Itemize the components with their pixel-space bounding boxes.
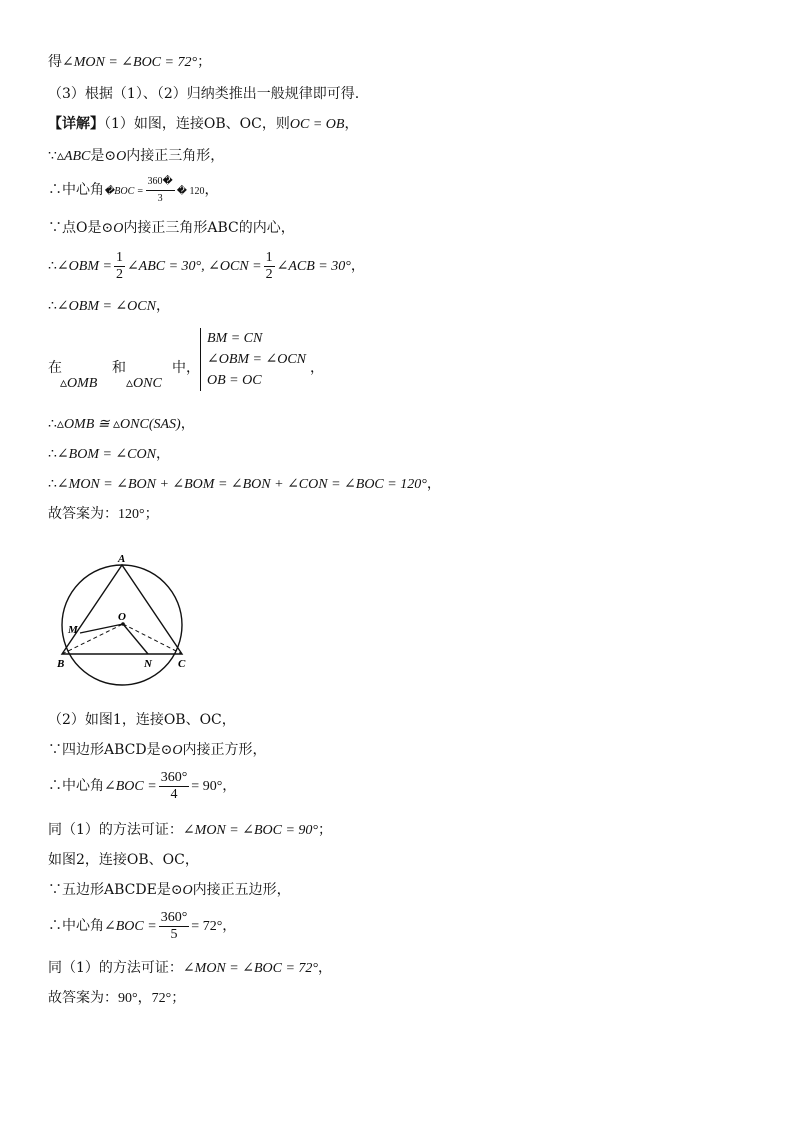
triangle-onc: ▵ONC (126, 376, 162, 391)
circle-symbol: ⊙O (104, 149, 127, 164)
label-c: C (178, 658, 186, 670)
therefore-symbol: ∴ (48, 476, 57, 492)
text: ； (171, 990, 186, 1006)
math-expr: ∠BOC = (104, 779, 157, 794)
text: 内接正三角形， (126, 148, 225, 164)
math-expr: ∠OBM = ∠OCN (56, 299, 156, 314)
math-expr: ∠ACB = 30° (276, 259, 351, 274)
line-central-angle-90 (48, 766, 236, 807)
math-expr: ∠BOM = ∠CON (56, 447, 156, 462)
math-expr: ∠MON = ∠BON + ∠BOM = ∠BON + ∠CON = ∠BOC = 120° (56, 477, 427, 492)
triangle-omb: ▵OMB (60, 376, 98, 391)
denominator: 3 (157, 192, 163, 204)
line-pentagon (48, 880, 291, 901)
line-square (48, 740, 266, 761)
line-answer-120 (48, 504, 159, 525)
text: 是 (90, 148, 105, 164)
fraction (159, 770, 190, 803)
triangle-abc (62, 565, 182, 654)
line-central-angle-120 (48, 172, 219, 210)
math-expr: OC = OB (289, 117, 345, 132)
text: ， (180, 416, 195, 432)
math-expr: ∠ABC = 30°, ∠OCN = (126, 259, 262, 274)
text: 故答案为： (48, 506, 118, 522)
geometry-figure (52, 548, 202, 688)
because-symbol: ∵ (48, 148, 57, 164)
label-n: N (144, 658, 152, 670)
answer-value: 72° (151, 991, 172, 1006)
segment-om (80, 624, 123, 633)
math-expr: ▵ABC (56, 149, 91, 164)
because-symbol: ∵ (48, 742, 62, 758)
text: ； (318, 822, 332, 838)
circle-symbol: ⊙O (160, 743, 183, 758)
segment-oc (123, 624, 182, 654)
text: ， (222, 918, 237, 934)
text: 点O是 (62, 220, 102, 236)
denominator: 4 (170, 786, 178, 802)
therefore-symbol: ∴ (48, 182, 62, 198)
text: ， (318, 960, 332, 976)
line-congruent (48, 414, 195, 435)
text: 内接正五边形， (192, 882, 291, 898)
therefore-symbol: ∴ (48, 298, 57, 314)
label-o: O (118, 611, 126, 623)
because-symbol: ∵ (48, 882, 62, 898)
line-detail-intro (48, 114, 358, 135)
equation: OB = OC (207, 373, 262, 388)
text: ， (155, 446, 170, 462)
numerator: 360° (160, 769, 188, 785)
text: 同（1）的方法可证： (48, 960, 183, 976)
math-expr: = 90° (191, 779, 223, 794)
numerator: 360° (160, 909, 188, 925)
equation: ∠OBM = ∠OCN (207, 352, 307, 367)
answer-value: 120° (118, 507, 145, 522)
math-expr: ∠BOC = (104, 919, 157, 934)
denominator: 2 (265, 266, 273, 282)
therefore-symbol: ∴ (48, 258, 57, 274)
text: ， (350, 258, 365, 274)
circle-symbol: ⊙O (101, 221, 124, 236)
line-central-angle-72 (48, 906, 236, 947)
denominator: 5 (170, 926, 178, 942)
line-conclusion-72 (48, 52, 211, 73)
line-prove-72 (48, 958, 332, 979)
text: 中心角 (62, 778, 104, 794)
numerator: 1 (115, 249, 123, 265)
numerator: 1 (265, 249, 273, 265)
math-expr: ∠OBM = (56, 259, 112, 274)
text: 内接正三角形ABC的内心， (123, 220, 295, 236)
text: （1）如图，连接OB、OC，则 (104, 116, 290, 132)
segment-on (123, 624, 148, 654)
text: ， (155, 298, 170, 314)
text: 得 (48, 54, 62, 70)
label-zai: 在 (48, 360, 62, 376)
numerator: 360� (146, 174, 175, 191)
text: ； (144, 506, 159, 522)
text: ， (204, 182, 219, 198)
text: ， (426, 476, 441, 492)
answer-value: 90° (118, 991, 138, 1006)
fraction (264, 250, 275, 283)
circle-symbol: ⊙O (170, 883, 193, 898)
line-mon-120 (48, 474, 441, 495)
label-zhong: 中， (172, 360, 200, 376)
because-symbol: ∵ (48, 220, 62, 236)
fraction (159, 910, 190, 943)
therefore-symbol: ∴ (48, 446, 57, 462)
text: 内接正方形， (182, 742, 267, 758)
label-m: M (68, 624, 78, 636)
math-expr: �BOC = (104, 186, 144, 197)
line-answer-90-72 (48, 988, 185, 1009)
line-angles-equal (48, 296, 170, 317)
text: 五边形ABCDE是 (62, 882, 171, 898)
text: ， (344, 116, 359, 132)
line-incenter (48, 218, 295, 239)
line-prove-90 (48, 820, 332, 841)
equation: BM = CN (207, 331, 263, 346)
fraction (146, 174, 175, 207)
math-expr: ∠MON = ∠BOC = 72° (62, 55, 198, 70)
text: 中心角 (62, 182, 104, 198)
math-expr: ∠MON = ∠BOC = 72° (182, 961, 318, 976)
text: ； (197, 54, 212, 70)
fraction (114, 250, 125, 283)
detail-tag: 【详解】 (48, 116, 104, 132)
line-bom-con (48, 444, 170, 465)
math-expr: ∠MON = ∠BOC = 90° (182, 823, 318, 838)
equation-system (200, 328, 306, 391)
line-half-angles (48, 246, 365, 287)
math-expr: ▵OMB ≅ ▵ONC(SAS) (56, 417, 181, 432)
line-because-triangle (48, 146, 224, 167)
text: 中心角 (62, 918, 104, 934)
text: ， (137, 990, 152, 1006)
line-fig2-intro: 如图2，连接OB、OC， (48, 852, 199, 868)
math-expr: � 120 (176, 186, 205, 197)
therefore-symbol: ∴ (48, 416, 57, 432)
math-expr: = 72° (191, 919, 223, 934)
text: 四边形ABCD是 (62, 742, 161, 758)
line-step3: （3）根据（1）、（2）归纳类推出一般规律即可得. (48, 86, 360, 102)
label-b: B (57, 658, 65, 670)
therefore-symbol: ∴ (48, 918, 62, 934)
label-a: A (118, 553, 126, 565)
label-he: 和 (112, 360, 126, 376)
therefore-symbol: ∴ (48, 778, 62, 794)
text: 同（1）的方法可证： (48, 822, 183, 838)
line-part2-intro: （2）如图1，连接OB、OC， (48, 712, 236, 728)
denominator: 2 (115, 266, 123, 282)
text: ， (222, 778, 237, 794)
system-comma: ， (310, 360, 324, 376)
text: 故答案为： (48, 990, 118, 1006)
